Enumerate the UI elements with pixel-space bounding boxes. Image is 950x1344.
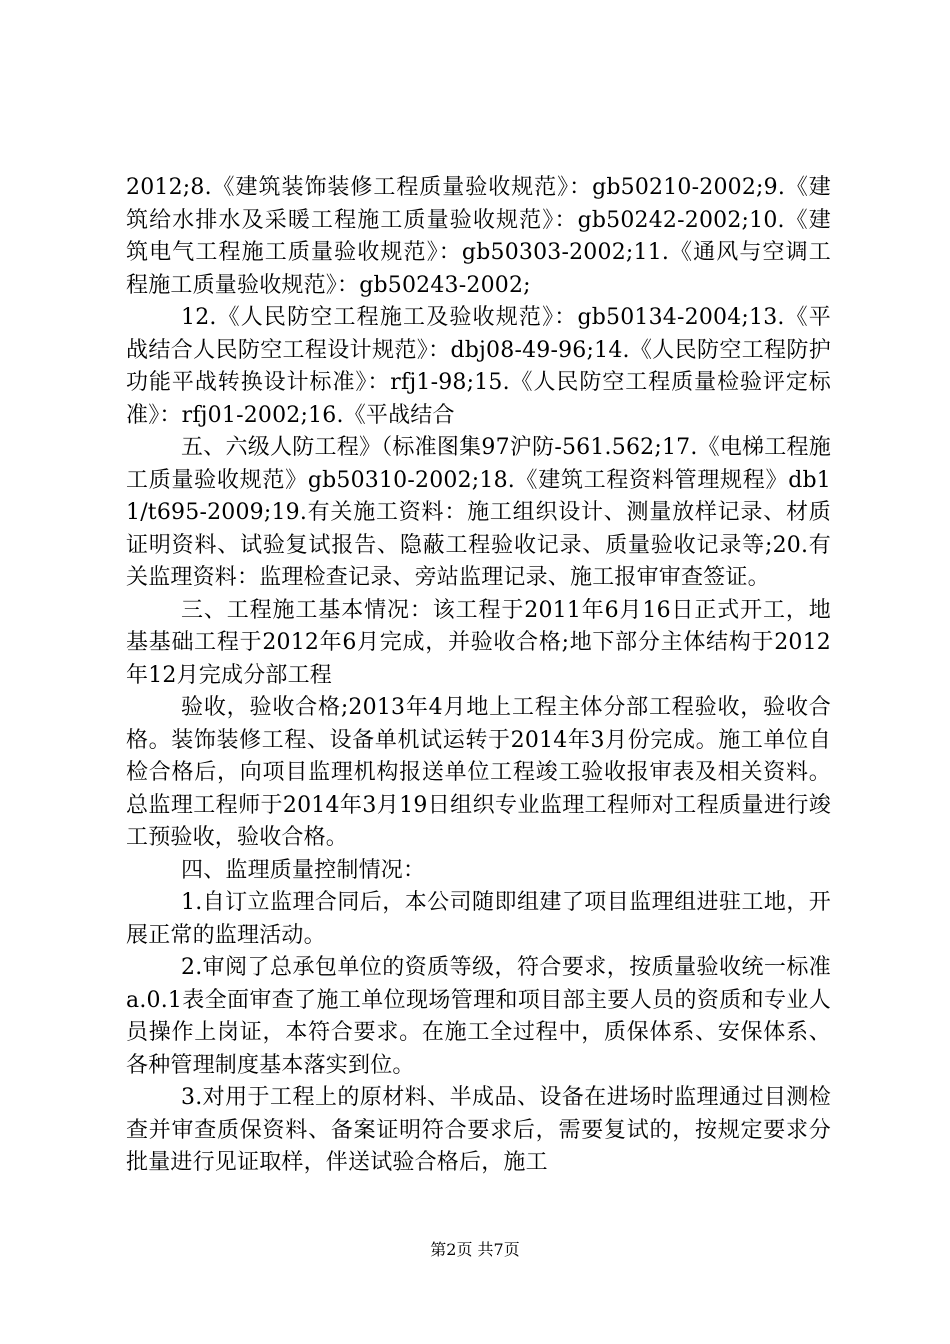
document-body <box>126 172 831 1180</box>
page-number-footer: 第2页 共7页 <box>430 1240 520 1259</box>
paragraph-construction-overview: 三、工程施工基本情况：该工程于2011年6月16日正式开工，地基基础工程于2012年6月完成，并验收合格;地下部分主体结构于2012年12月完成分部工程 <box>126 597 831 688</box>
section-heading-quality-control: 四、监理质量控制情况： <box>181 857 426 883</box>
paragraph-item-1: 1.自订立监理合同后，本公司随即组建了项目监理组进驻工地，开展正常的监理活动。 <box>126 890 831 948</box>
paragraph-item-3: 3.对用于工程上的原材料、半成品、设备在进场时监理通过目测检查并审查质保资料、备案证明符合要求后，需要复试的，按规定要求分批量进行见证取样，伴送试验合格后，施工 <box>126 1085 831 1175</box>
paragraph-acceptance-status: 验收，验收合格;2013年4月地上工程主体分部工程验收，验收合格。装饰装修工程、设备单机试运转于2014年3月份完成。施工单位自检合格后，向项目监理机构报送单位工程竣工验收报审表及相关资料。总监理工程师于2014年3月19日组织专业监理工程师对工程质量进行竣工预验收，验收合格。 <box>126 695 831 850</box>
paragraph-standards-continued: 2012;8.《建筑装饰装修工程质量验收规范》：gb50210-2002;9.《建筑给水排水及采暖工程施工质量验收规范》：gb50242-2002;10.《建筑电气工程施工质量验收规范》：gb50303-2002;11.《通风与空调工程施工质量验收规范》：gb50243-2002; <box>126 175 831 298</box>
paragraph-item-2: 2.审阅了总承包单位的资质等级，符合要求，按质量验收统一标准a.0.1表全面审查了施工单位现场管理和项目部主要人员的资质和专业人员操作上岗证，本符合要求。在施工全过程中，质保体系、安保体系、各种管理制度基本落实到位。 <box>126 955 831 1078</box>
paragraph-civil-defense-standards: 12.《人民防空工程施工及验收规范》：gb50134-2004;13.《平战结合人民防空工程设计规范》：dbj08-49-96;14.《人民防空工程防护功能平战转换设计标准》：rfj1-98;15.《人民防空工程质量检验评定标准》：rfj01-2002;16.《平战结合 <box>126 305 831 428</box>
paragraph-other-standards-and-records: 五、六级人防工程》（标准图集97沪防-561.562;17.《电梯工程施工质量验收规范》gb50310-2002;18.《建筑工程资料管理规程》db11/t695-2009;19.有关施工资料：施工组织设计、测量放样记录、材质证明资料、试验复试报告、隐蔽工程验收记录、质量验收记录等;20.有关监理资料：监理检查记录、旁站监理记录、施工报审审查签证。 <box>126 435 831 590</box>
